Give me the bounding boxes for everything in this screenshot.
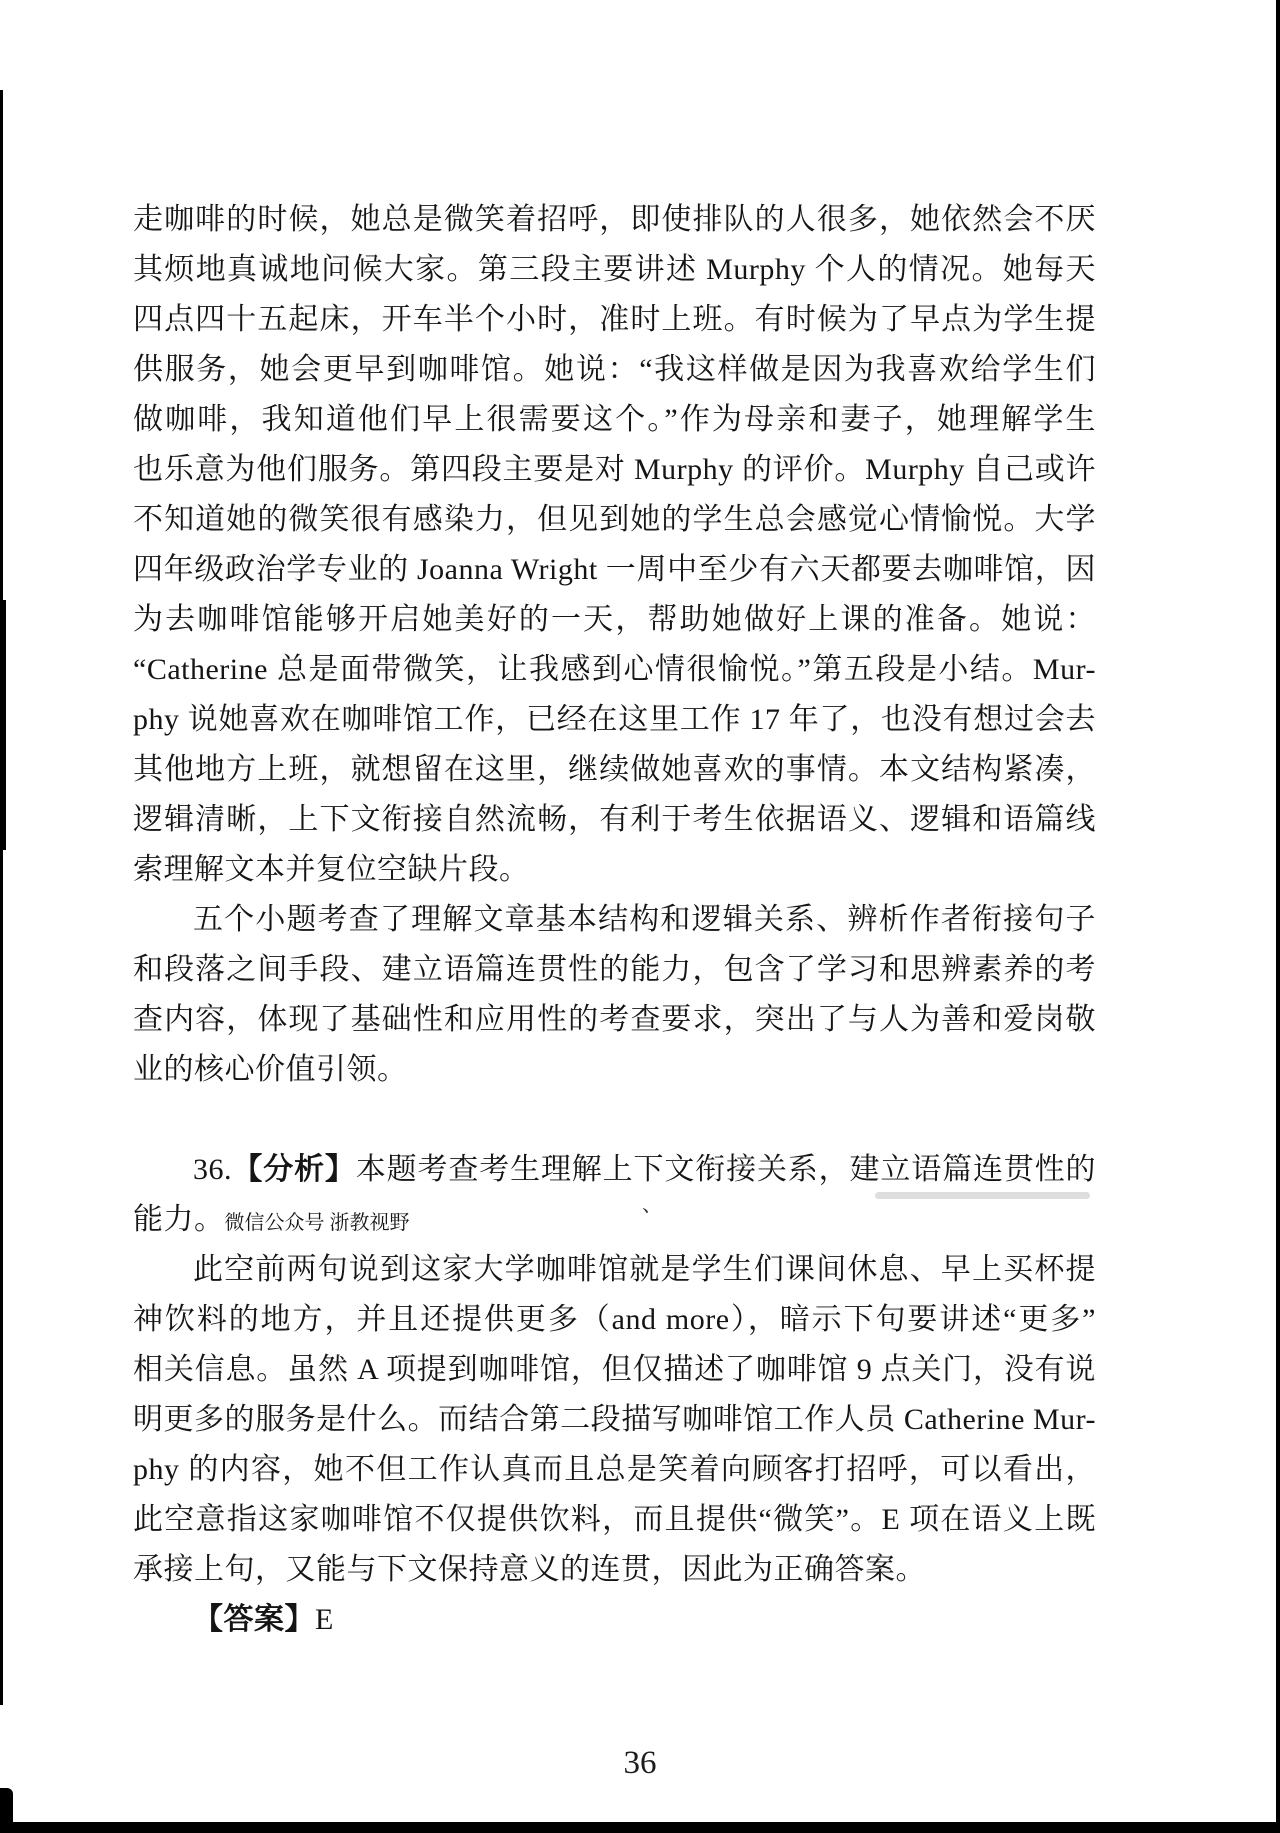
text-line: 索理解文本并复位空缺片段。 <box>133 853 530 886</box>
blank-line <box>133 1095 1096 1145</box>
text-line: 此空意指这家咖啡馆不仅提供饮料，而且提供“微笑”。E 项在语义上既 <box>133 1503 1096 1536</box>
analysis-label: 【分析】 <box>232 1153 356 1186</box>
text-line: 明更多的服务是什么。而结合第二段描写咖啡馆工作人员 Catherine Mur- <box>133 1403 1096 1436</box>
text-line: 逻辑清晰，上下文衔接自然流畅，有利于考生依据语义、逻辑和语篇线 <box>133 803 1096 836</box>
text-line: 相关信息。虽然 A 项提到咖啡馆，但仅描述了咖啡馆 9 点关门，没有说 <box>133 1353 1096 1386</box>
text-line: 四年级政治学专业的 Joanna Wright 一周中至少有六天都要去咖啡馆，因 <box>133 553 1096 586</box>
text-line: 不知道她的微笑很有感染力，但见到她的学生总会感觉心情愉悦。大学 <box>133 503 1096 536</box>
analysis-text: 本题考查考生理解上下文衔接关系，建立语篇连贯性的 <box>355 1153 1097 1186</box>
scan-edge-right <box>1276 0 1280 1833</box>
document-text <box>133 195 1096 1645</box>
text-line: phy 的内容，她不但工作认真而且总是笑着向顾客打招呼，可以看出， <box>133 1453 1096 1486</box>
scan-smudge <box>875 1192 1090 1199</box>
text-line: 查内容，体现了基础性和应用性的考查要求，突出了与人为善和爱岗敬 <box>133 1003 1096 1036</box>
page-number: 36 <box>623 1745 657 1781</box>
scan-edge-left <box>0 90 3 1705</box>
text-line <box>133 1145 1096 1195</box>
paragraph <box>133 1245 1096 1595</box>
text-line: 其烦地真诚地问候大家。第三段主要讲述 Murphy 个人的情况。她每天 <box>133 253 1096 286</box>
text-line: 也乐意为他们服务。第四段主要是对 Murphy 的评价。Murphy 自己或许 <box>133 453 1096 486</box>
text-line: 走咖啡的时候，她总是微笑着招呼，即使排队的人很多，她依然会不厌 <box>133 203 1096 236</box>
text-line: 此空前两句说到这家大学咖啡馆就是学生们课间休息、早上买杯提 <box>193 1253 1096 1286</box>
text-line: 做咖啡，我知道他们早上很需要这个。”作为母亲和妻子，她理解学生 <box>133 403 1096 436</box>
text-line <box>133 1595 1096 1645</box>
text-line: 承接上句，又能与下文保持意义的连贯，因此为正确答案。 <box>133 1553 926 1586</box>
text-line: 为去咖啡馆能够开启她美好的一天，帮助她做好上课的准备。她说： <box>133 603 1096 636</box>
stray-ink-mark: 、 <box>642 1194 662 1216</box>
paragraph <box>133 195 1096 895</box>
watermark-note: 微信公众号 浙教视野 <box>224 1212 410 1234</box>
scan-bottom-bar <box>0 1822 1280 1833</box>
question-number: 36. <box>193 1153 232 1186</box>
text-line <box>133 1195 1096 1245</box>
text-line: “Catherine 总是面带微笑，让我感到心情很愉悦。”第五段是小结。Mur- <box>133 653 1096 686</box>
scan-edge-left-thick <box>0 600 6 850</box>
analysis-text: 能力。 <box>133 1203 225 1236</box>
text-line: 神饮料的地方，并且还提供更多（and more），暗示下句要讲述“更多” <box>133 1303 1096 1336</box>
text-line: 供服务，她会更早到咖啡馆。她说：“我这样做是因为我喜欢给学生们 <box>133 353 1096 386</box>
answer-value: E <box>315 1603 334 1636</box>
paragraph-answer <box>133 1595 1096 1645</box>
text-line: 五个小题考查了理解文章基本结构和逻辑关系、辨析作者衔接句子 <box>193 903 1096 936</box>
text-line: 业的核心价值引领。 <box>133 1053 408 1086</box>
paragraph <box>133 895 1096 1095</box>
text-line: 其他地方上班，就想留在这里，继续做她喜欢的事情。本文结构紧凑， <box>133 753 1096 786</box>
text-line: phy 说她喜欢在咖啡馆工作，已经在这里工作 17 年了，也没有想过会去 <box>133 703 1096 736</box>
text-line: 四点四十五起床，开车半个小时，准时上班。有时候为了早点为学生提 <box>133 303 1096 336</box>
text-line: 和段落之间手段、建立语篇连贯性的能力，包含了学习和思辨素养的考 <box>133 953 1096 986</box>
answer-label: 【答案】 <box>193 1603 315 1636</box>
